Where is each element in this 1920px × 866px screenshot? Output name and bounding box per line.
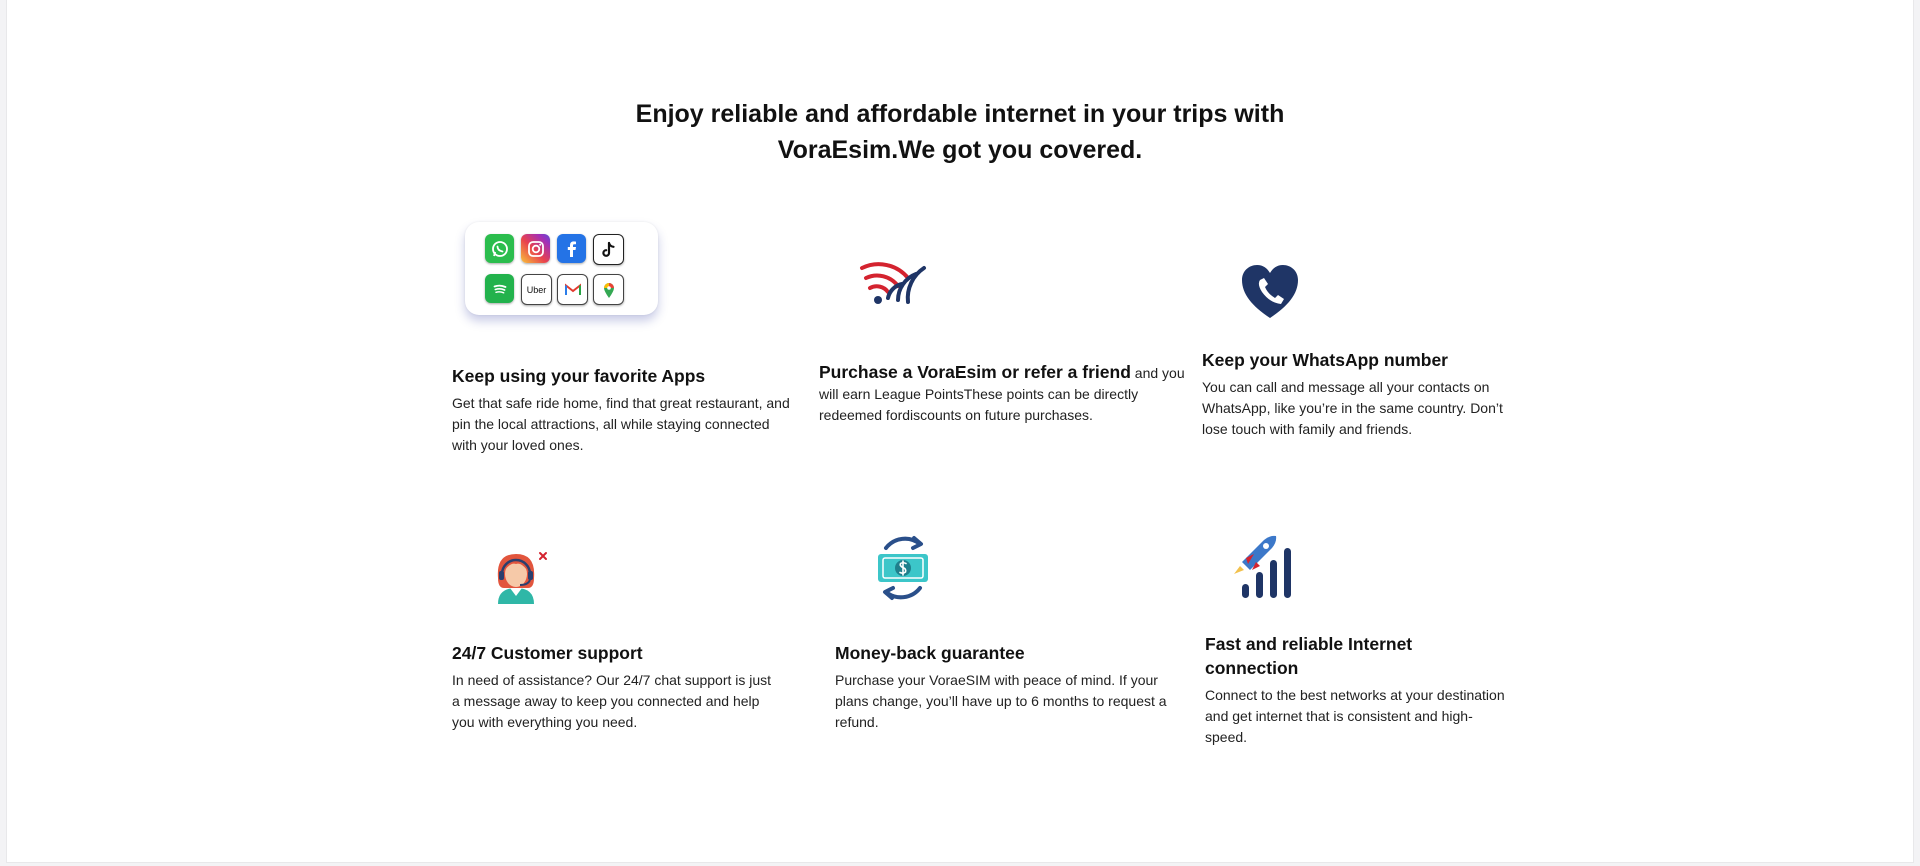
feature-title: Money-back guarantee: [835, 643, 1025, 663]
feature-text: Purchase your VoraeSIM with peace of mind. If your plans change, you’ll have up to 6 months to request a refund.: [835, 672, 1167, 730]
feature-title: Keep your WhatsApp number: [1202, 350, 1448, 370]
feature-title: Fast and reliable Internet connection: [1205, 634, 1413, 678]
feature-whatsapp-number: [1202, 348, 1532, 440]
feature-text: Connect to the best networks at your destination and get internet that is consistent and high-speed.: [1205, 687, 1505, 745]
feature-customer-support: [452, 641, 782, 733]
feature-favorite-apps: [452, 364, 792, 456]
heart-phone-icon: [1240, 262, 1300, 322]
wifi-signal-icon: [858, 250, 930, 308]
google-maps-icon: [593, 274, 624, 305]
rocket-signal-icon: [1230, 532, 1302, 602]
feature-text: In need of assistance? Our 24/7 chat support is just a message away to keep you connected and help you with everything you need.: [452, 672, 772, 730]
headline-line-2: VoraEsim.We got you covered.: [777, 136, 1143, 164]
feature-title: Keep using your favorite Apps: [452, 366, 706, 386]
feature-money-back: [835, 641, 1170, 733]
customer-support-icon: [488, 548, 550, 606]
feature-fast-internet: [1205, 632, 1505, 748]
uber-icon: Uber: [521, 274, 552, 305]
feature-text: Get that safe ride home, find that great restaurant, and pin the local attractions, all while staying connected with your loved ones.: [452, 395, 790, 453]
spotify-icon: [485, 274, 514, 303]
money-back-icon: [874, 534, 932, 602]
feature-title: 24/7 Customer support: [452, 643, 643, 663]
tiktok-icon: [593, 234, 624, 265]
apps-grid-icon: [465, 222, 658, 315]
feature-refer-friend: [819, 362, 1189, 426]
page-headline: [560, 96, 1360, 168]
facebook-icon: [557, 234, 586, 263]
feature-text: [819, 362, 1189, 426]
feature-text-body: and you will earn League PointsThese points can be directly redeemed fordiscounts on future purchases.: [819, 365, 1185, 423]
headline-line-1: Enjoy reliable and affordable internet in your trips with: [635, 100, 1285, 128]
whatsapp-icon: [485, 234, 514, 263]
gmail-icon: [557, 274, 588, 305]
feature-text: You can call and message all your contacts on WhatsApp, like you’re in the same country. Don’t lose touch with family and friends.: [1202, 379, 1503, 437]
instagram-icon: [521, 234, 550, 263]
feature-title: Purchase a VoraEsim or refer a friend: [819, 362, 1131, 382]
